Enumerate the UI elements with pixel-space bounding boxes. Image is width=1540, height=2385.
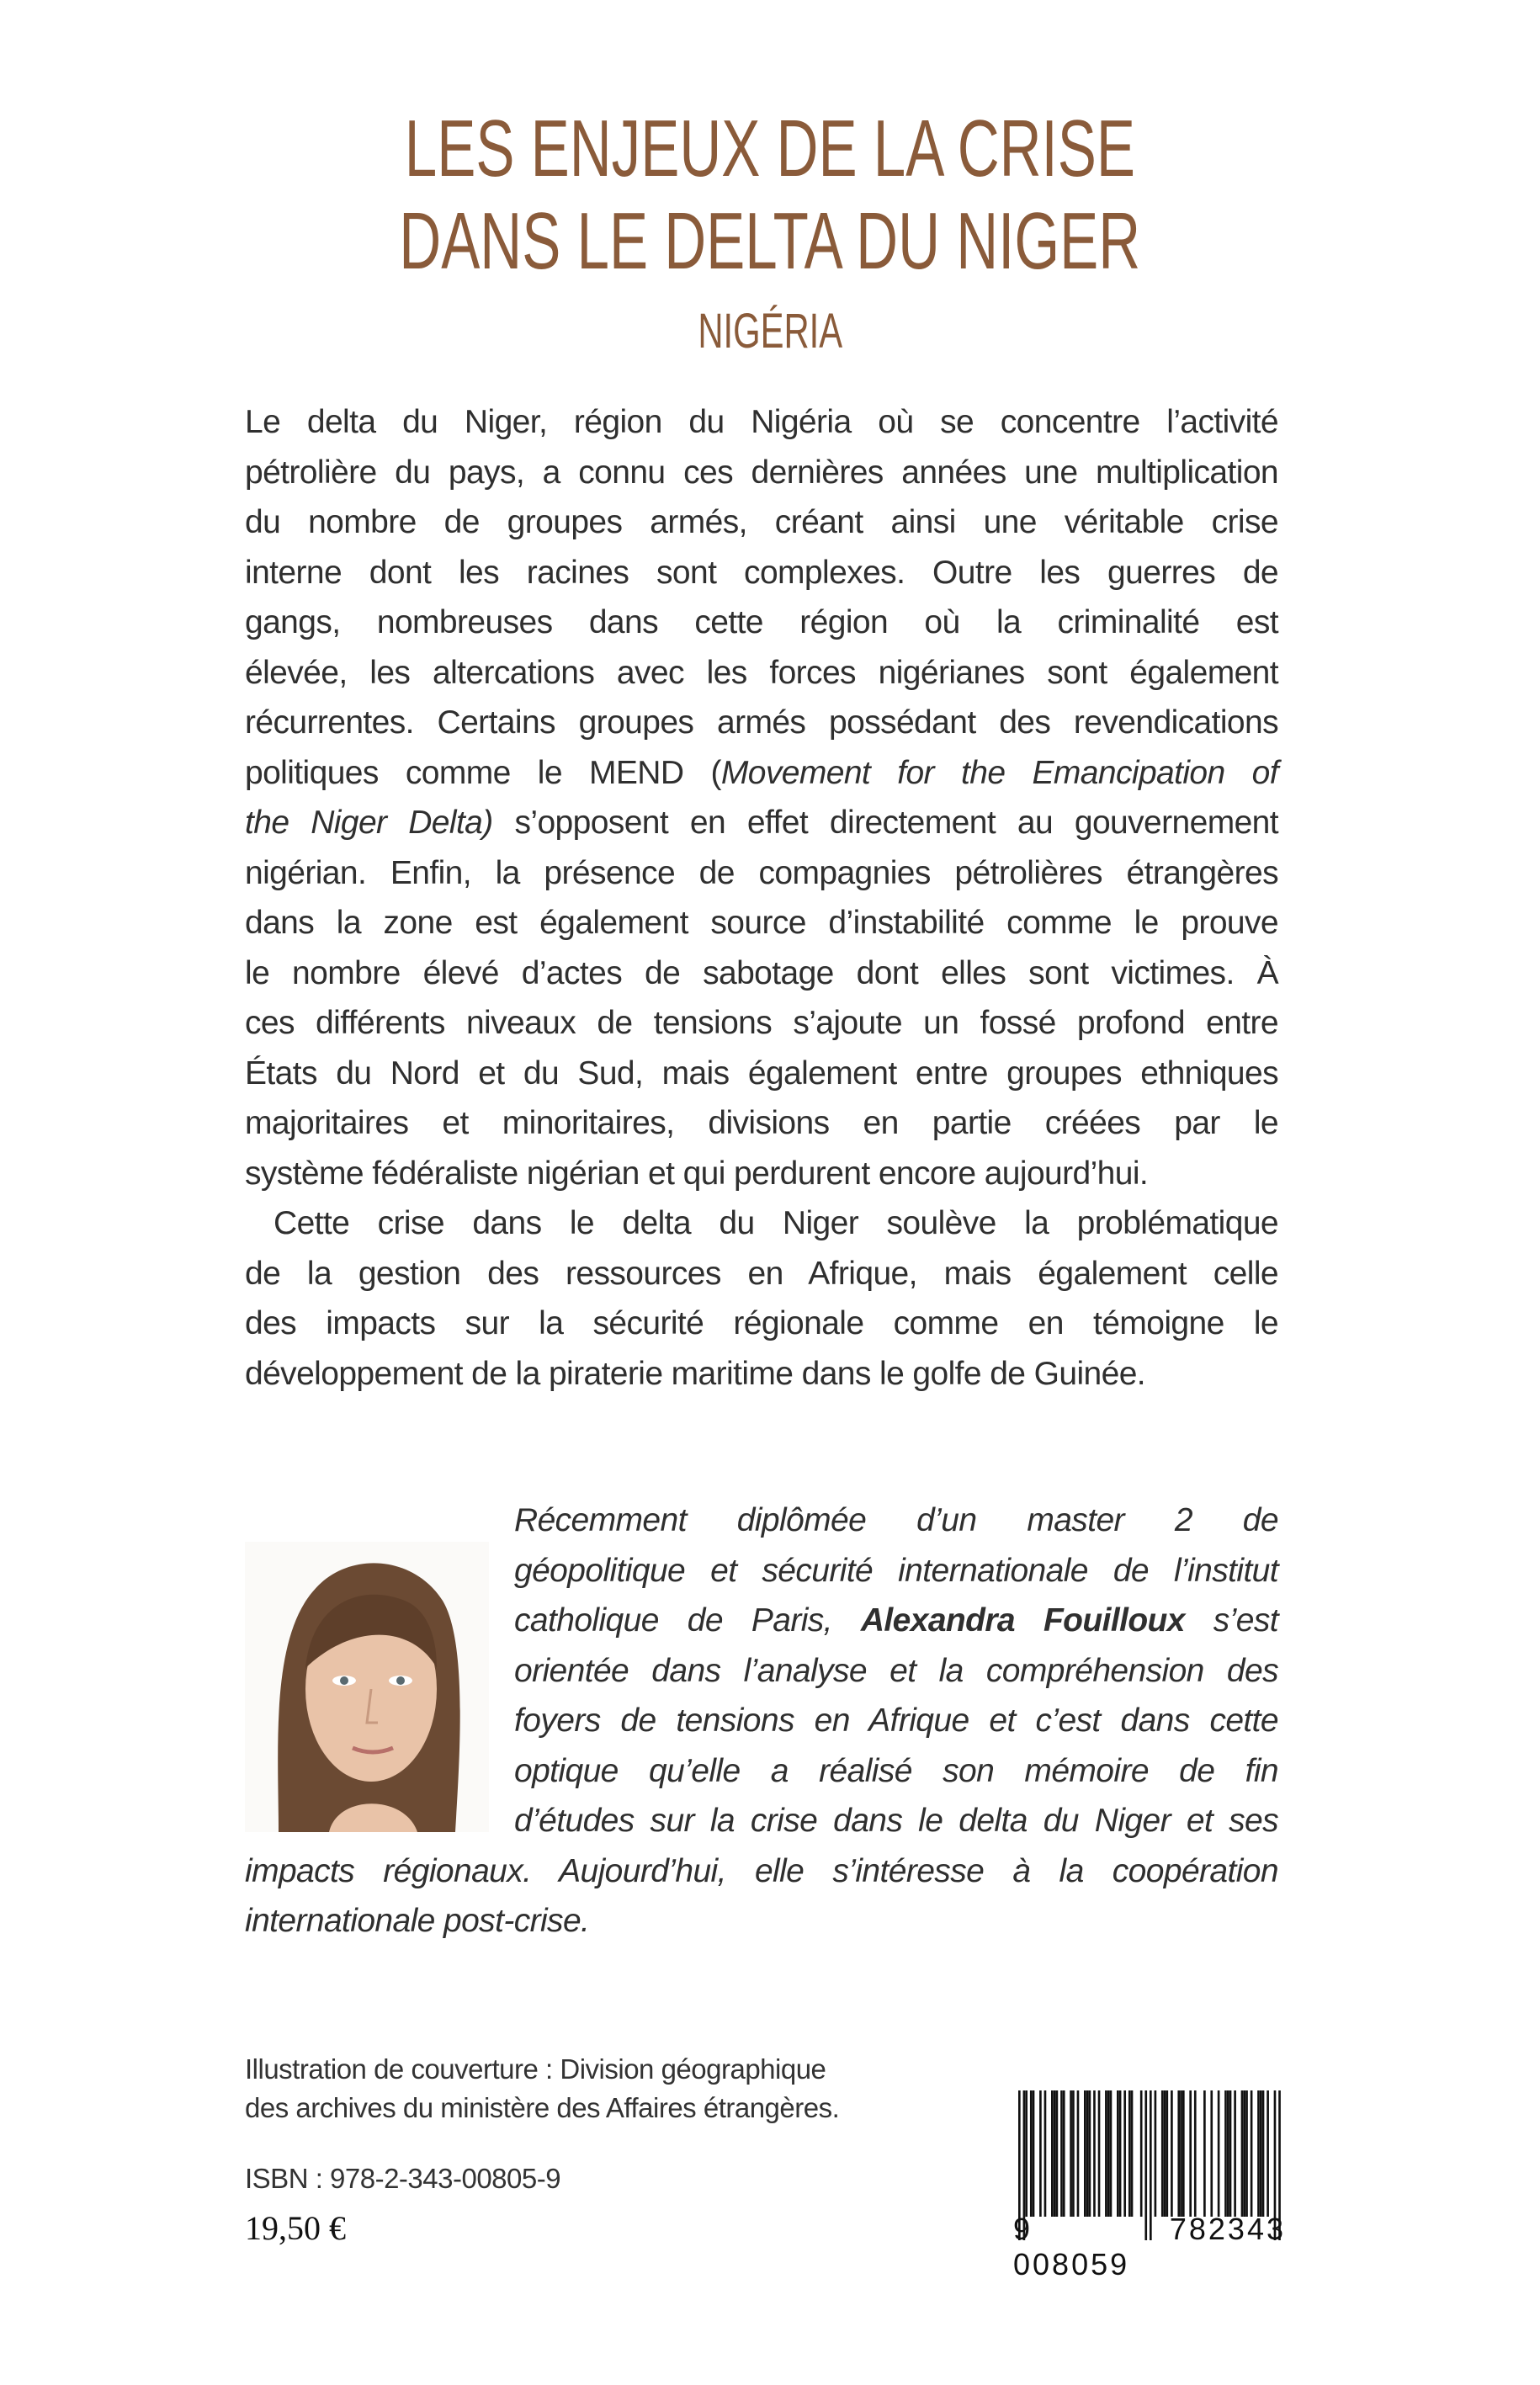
text-segment: Récemment diplômée d’un master 2 de xyxy=(514,1502,1278,1538)
barcode-bar xyxy=(1227,2090,1229,2217)
text-segment: dans la zone est également source d’instabilité comme le prouve xyxy=(245,905,1278,941)
text-segment: optique qu’elle a réalisé son mémoire de fin xyxy=(514,1752,1278,1789)
barcode-bar xyxy=(1128,2090,1131,2217)
summary-line xyxy=(245,604,1278,641)
barcode-bar xyxy=(1072,2090,1075,2217)
summary-line xyxy=(245,555,1278,592)
barcode-bar xyxy=(1089,2090,1091,2217)
summary-line xyxy=(245,454,1278,491)
barcode-bar xyxy=(1070,2090,1072,2217)
text-segment: catholique de Paris, xyxy=(514,1602,861,1639)
bio-line xyxy=(514,1702,1278,1740)
barcode-bar xyxy=(1044,2090,1047,2217)
bio-line xyxy=(514,1753,1278,1790)
barcode-bar xyxy=(1131,2090,1134,2217)
barcode-bar xyxy=(1182,2090,1185,2217)
bio-line xyxy=(245,1903,1278,1940)
barcode-bar xyxy=(1245,2090,1248,2217)
text-segment: des impacts sur la sécurité régionale comme en témoigne le xyxy=(245,1305,1278,1341)
barcode-bar xyxy=(1203,2090,1206,2217)
barcode-bar xyxy=(1243,2090,1245,2217)
summary-line xyxy=(245,1105,1278,1142)
barcode-bar xyxy=(1123,2090,1126,2217)
barcode-bar xyxy=(1234,2090,1236,2217)
barcode-bar xyxy=(1054,2090,1056,2217)
text-segment: Le delta du Niger, région du Nigéria où se concentre l’activité xyxy=(245,404,1278,440)
barcode-bar xyxy=(1039,2090,1042,2217)
barcode-bar xyxy=(1119,2090,1122,2217)
text-segment: s’est xyxy=(1184,1602,1278,1639)
text-segment: élevée, les altercations avec les forces nigérianes sont également xyxy=(245,654,1278,691)
barcode-bar xyxy=(1105,2090,1107,2217)
text-segment: majoritaires et minoritaires, divisions en partie créées par le xyxy=(245,1105,1278,1141)
barcode-bar xyxy=(1025,2090,1028,2217)
bio-line xyxy=(514,1653,1278,1690)
barcode-bar xyxy=(1257,2090,1260,2217)
cover-credit-line-1: Illustration de couverture : Division géographique xyxy=(245,2053,826,2085)
barcode-bar xyxy=(1056,2090,1059,2217)
barcode-bar xyxy=(1218,2090,1220,2217)
summary-line xyxy=(245,905,1278,942)
barcode-bar xyxy=(1077,2090,1080,2217)
summary-line xyxy=(245,1055,1278,1092)
barcode-bar xyxy=(1260,2090,1262,2217)
summary-line xyxy=(245,855,1278,892)
barcode-bar xyxy=(1110,2090,1113,2217)
text-segment: du nombre de groupes armés, créant ainsi une véritable crise xyxy=(245,504,1278,540)
summary-line xyxy=(245,755,1278,792)
barcode-bar xyxy=(1229,2090,1232,2217)
subtitle-text: NIGÉRIA xyxy=(698,304,842,359)
title-line-2 xyxy=(0,195,1540,288)
text-segment: Cette crise dans le delta du Niger soulève la problématique xyxy=(273,1205,1278,1241)
barcode-bar xyxy=(1241,2090,1244,2217)
text-segment: d’études sur la crise dans le delta du Niger et ses xyxy=(514,1803,1278,1839)
text-segment: Movement for the Emancipation of xyxy=(720,754,1278,791)
text-segment: géopolitique et sécurité internationale de l’institut xyxy=(514,1552,1278,1589)
author-photo xyxy=(245,1542,489,1832)
barcode-bar xyxy=(1030,2090,1033,2217)
text-segment: ces différents niveaux de tensions s’ajoute un fossé profond entre xyxy=(245,1005,1278,1041)
barcode-bar xyxy=(1171,2090,1173,2217)
summary-line xyxy=(245,1305,1278,1342)
barcode-bar xyxy=(1140,2090,1143,2217)
barcode-bar xyxy=(1098,2090,1101,2217)
cover-credit-line-2: des archives du ministère des Affaires étrangères. xyxy=(245,2092,840,2123)
text-segment: gangs, nombreuses dans cette région où la criminalité est xyxy=(245,604,1278,640)
summary-line xyxy=(245,805,1278,842)
text-segment: the Niger Delta) xyxy=(245,805,493,841)
title-text: DANS LE DELTA DU NIGER xyxy=(399,196,1141,286)
text-segment: foyers de tensions en Afrique et c’est dans cette xyxy=(514,1702,1278,1739)
summary-line xyxy=(245,1256,1278,1293)
text-segment: le nombre élevé d’actes de sabotage dont elles sont victimes. À xyxy=(245,954,1278,991)
bio-line xyxy=(514,1553,1278,1590)
barcode-bar xyxy=(1164,2090,1166,2217)
text-segment: orientée dans l’analyse et la compréhension des xyxy=(514,1652,1278,1689)
barcode-bar xyxy=(1161,2090,1164,2217)
summary-line xyxy=(245,655,1278,692)
barcode-bar xyxy=(1063,2090,1065,2217)
price: 19,50 € xyxy=(245,2209,346,2247)
barcode-bar xyxy=(1262,2090,1265,2217)
barcode-bar xyxy=(1177,2090,1180,2217)
text-segment: politiques comme le MEND ( xyxy=(245,754,721,791)
text-segment: système fédéraliste nigérian et qui perdurent encore aujourd’hui. xyxy=(245,1155,1149,1192)
barcode-bar xyxy=(1093,2090,1096,2217)
text-segment: pétrolière du pays, a connu ces dernières années une multiplication xyxy=(245,454,1278,491)
subtitle xyxy=(0,303,1540,359)
text-segment: impacts régionaux. Aujourd’hui, elle s’intéresse à la coopération xyxy=(245,1852,1278,1889)
summary-line xyxy=(245,1155,1278,1192)
barcode-bar xyxy=(1084,2090,1086,2217)
barcode-bar xyxy=(1086,2090,1089,2217)
barcode-bar xyxy=(1224,2090,1227,2217)
title-line-1 xyxy=(0,103,1540,195)
summary-line xyxy=(245,704,1278,741)
text-segment: s’opposent en effet directement au gouvernement xyxy=(492,805,1279,841)
barcode-bar xyxy=(1060,2090,1063,2217)
bio-line xyxy=(514,1803,1278,1840)
bio-line xyxy=(514,1502,1278,1539)
barcode-bar xyxy=(1210,2090,1213,2217)
author-name: Alexandra Fouilloux xyxy=(860,1602,1185,1639)
bio-line xyxy=(245,1853,1278,1890)
barcode-bar xyxy=(1155,2090,1157,2217)
barcode-bar xyxy=(1251,2090,1253,2217)
summary-line xyxy=(245,1005,1278,1042)
summary-line xyxy=(273,1205,1278,1242)
barcode-bar xyxy=(1107,2090,1110,2217)
text-segment: de la gestion des ressources en Afrique, mais également celle xyxy=(245,1255,1278,1292)
barcode-bar xyxy=(1267,2090,1269,2217)
summary-line xyxy=(245,504,1278,541)
barcode-bar xyxy=(1189,2090,1192,2217)
barcode-bar xyxy=(1033,2090,1035,2217)
barcode-bar xyxy=(1117,2090,1119,2217)
summary-line xyxy=(245,404,1278,441)
barcode-bar xyxy=(1166,2090,1169,2217)
barcode-bar xyxy=(1051,2090,1054,2217)
isbn: ISBN : 978-2-343-00805-9 xyxy=(245,2163,561,2194)
summary-line xyxy=(245,1356,1278,1393)
title-text: LES ENJEUX DE LA CRISE xyxy=(404,104,1136,194)
text-segment: États du Nord et du Sud, mais également entre groupes ethniques xyxy=(245,1054,1278,1092)
text-segment: développement de la piraterie maritime dans le golfe de Guinée. xyxy=(245,1355,1146,1392)
summary-line xyxy=(245,955,1278,992)
text-segment: interne dont les racines sont complexes. Outre les guerres de xyxy=(245,554,1278,591)
bio-line xyxy=(514,1602,1278,1639)
text-segment: internationale post-crise. xyxy=(245,1903,590,1939)
barcode-bar xyxy=(1194,2090,1197,2217)
text-segment: récurrentes. Certains groupes armés possédant des revendications xyxy=(245,704,1278,741)
barcode-digits: 9 782343 008059 xyxy=(1013,2212,1286,2281)
text-segment: nigérian. Enfin, la présence de compagnies pétrolières étrangères xyxy=(245,854,1278,891)
barcode-bar xyxy=(1180,2090,1182,2217)
